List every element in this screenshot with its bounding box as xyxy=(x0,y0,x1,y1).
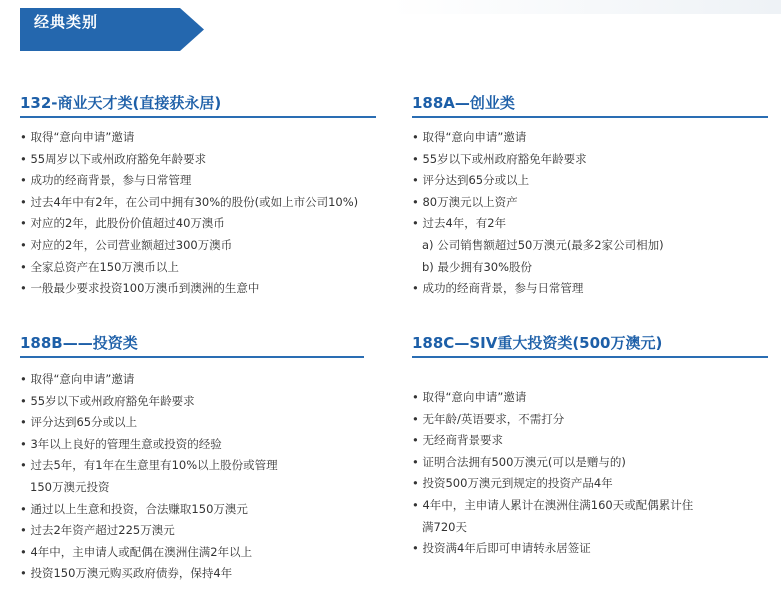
list-item: • 全家总资产在150万澳币以上 xyxy=(20,259,179,274)
requirement-list xyxy=(412,127,768,300)
section-title: 132-商业天才类(直接获永居) xyxy=(20,92,376,118)
list-item: • 投资150万澳元购买政府债券，保持4年 xyxy=(20,566,233,581)
list-item: • 取得“意向申请”邀请 xyxy=(20,130,135,144)
banner-title: 经典类别 xyxy=(34,13,99,31)
section-188b xyxy=(20,332,364,585)
sub-list-item: b) 最少拥有30%股份 xyxy=(422,259,533,274)
list-item: • 一般最少要求投资100万澳币到澳洲的生意中 xyxy=(20,281,260,296)
section-132 xyxy=(20,92,376,300)
requirement-list xyxy=(412,387,768,560)
requirement-list xyxy=(20,369,364,585)
list-item: • 成功的经商背景，参与日常管理 xyxy=(412,281,584,296)
list-item: • 通过以上生意和投资，合法赚取150万澳元 xyxy=(20,501,248,516)
requirement-list xyxy=(20,127,376,300)
top-decoration xyxy=(390,0,781,14)
list-item: • 4年中，主申请人累计在澳洲住满160天或配偶累计住 xyxy=(412,497,694,512)
list-item: • 过去4年，有2年 xyxy=(412,216,507,231)
list-item: • 投资满4年后即可申请转永居签证 xyxy=(412,541,591,556)
list-item: • 取得“意向申请”邀请 xyxy=(412,390,527,404)
list-item: • 无年龄/英语要求，不需打分 xyxy=(412,411,565,426)
section-title: 188C—SIV重大投资类(500万澳元) xyxy=(412,332,768,358)
list-item: • 4年中，主申请人或配偶在澳洲住满2年以上 xyxy=(20,544,253,559)
list-item: • 取得“意向申请”邀请 xyxy=(20,372,135,386)
section-title: 188A—创业类 xyxy=(412,92,768,118)
list-item: • 55岁以下或州政府豁免年龄要求 xyxy=(412,151,587,166)
list-item: • 证明合法拥有500万澳元(可以是赠与的) xyxy=(412,454,626,469)
list-item: • 无经商背景要求 xyxy=(412,433,503,448)
list-item: • 过去2年资产超过225万澳元 xyxy=(20,523,175,538)
list-item: • 过去5年，有1年在生意里有10%以上股份或管理 xyxy=(20,458,278,473)
list-item: • 评分达到65分或以上 xyxy=(412,173,530,188)
list-item: • 对应的2年，公司营业额超过300万澳币 xyxy=(20,237,233,252)
list-item: • 对应的2年，此股份价值超过40万澳币 xyxy=(20,216,225,231)
list-item: • 3年以上良好的管理生意或投资的经验 xyxy=(20,436,222,451)
list-item: • 投资500万澳元到规定的投资产品4年 xyxy=(412,476,613,491)
list-item: • 80万澳元以上资产 xyxy=(412,194,518,209)
list-item-continuation: 满720天 xyxy=(422,519,467,534)
list-item: • 过去4年中有2年，在公司中拥有30%的股份(或如上市公司10%) xyxy=(20,194,359,209)
list-item: • 55周岁以下或州政府豁免年龄要求 xyxy=(20,151,207,166)
section-188a xyxy=(412,92,768,300)
list-item: • 55岁以下或州政府豁免年龄要求 xyxy=(20,393,195,408)
list-item: • 取得“意向申请”邀请 xyxy=(412,130,527,144)
list-item: • 成功的经商背景，参与日常管理 xyxy=(20,173,192,188)
section-title: 188B——投资类 xyxy=(20,332,364,358)
section-188c xyxy=(412,332,768,560)
list-item: • 评分达到65分或以上 xyxy=(20,415,138,430)
sub-list-item: a) 公司销售额超过50万澳元(最多2家公司相加) xyxy=(422,237,664,252)
list-item-continuation: 150万澳元投资 xyxy=(30,479,110,494)
